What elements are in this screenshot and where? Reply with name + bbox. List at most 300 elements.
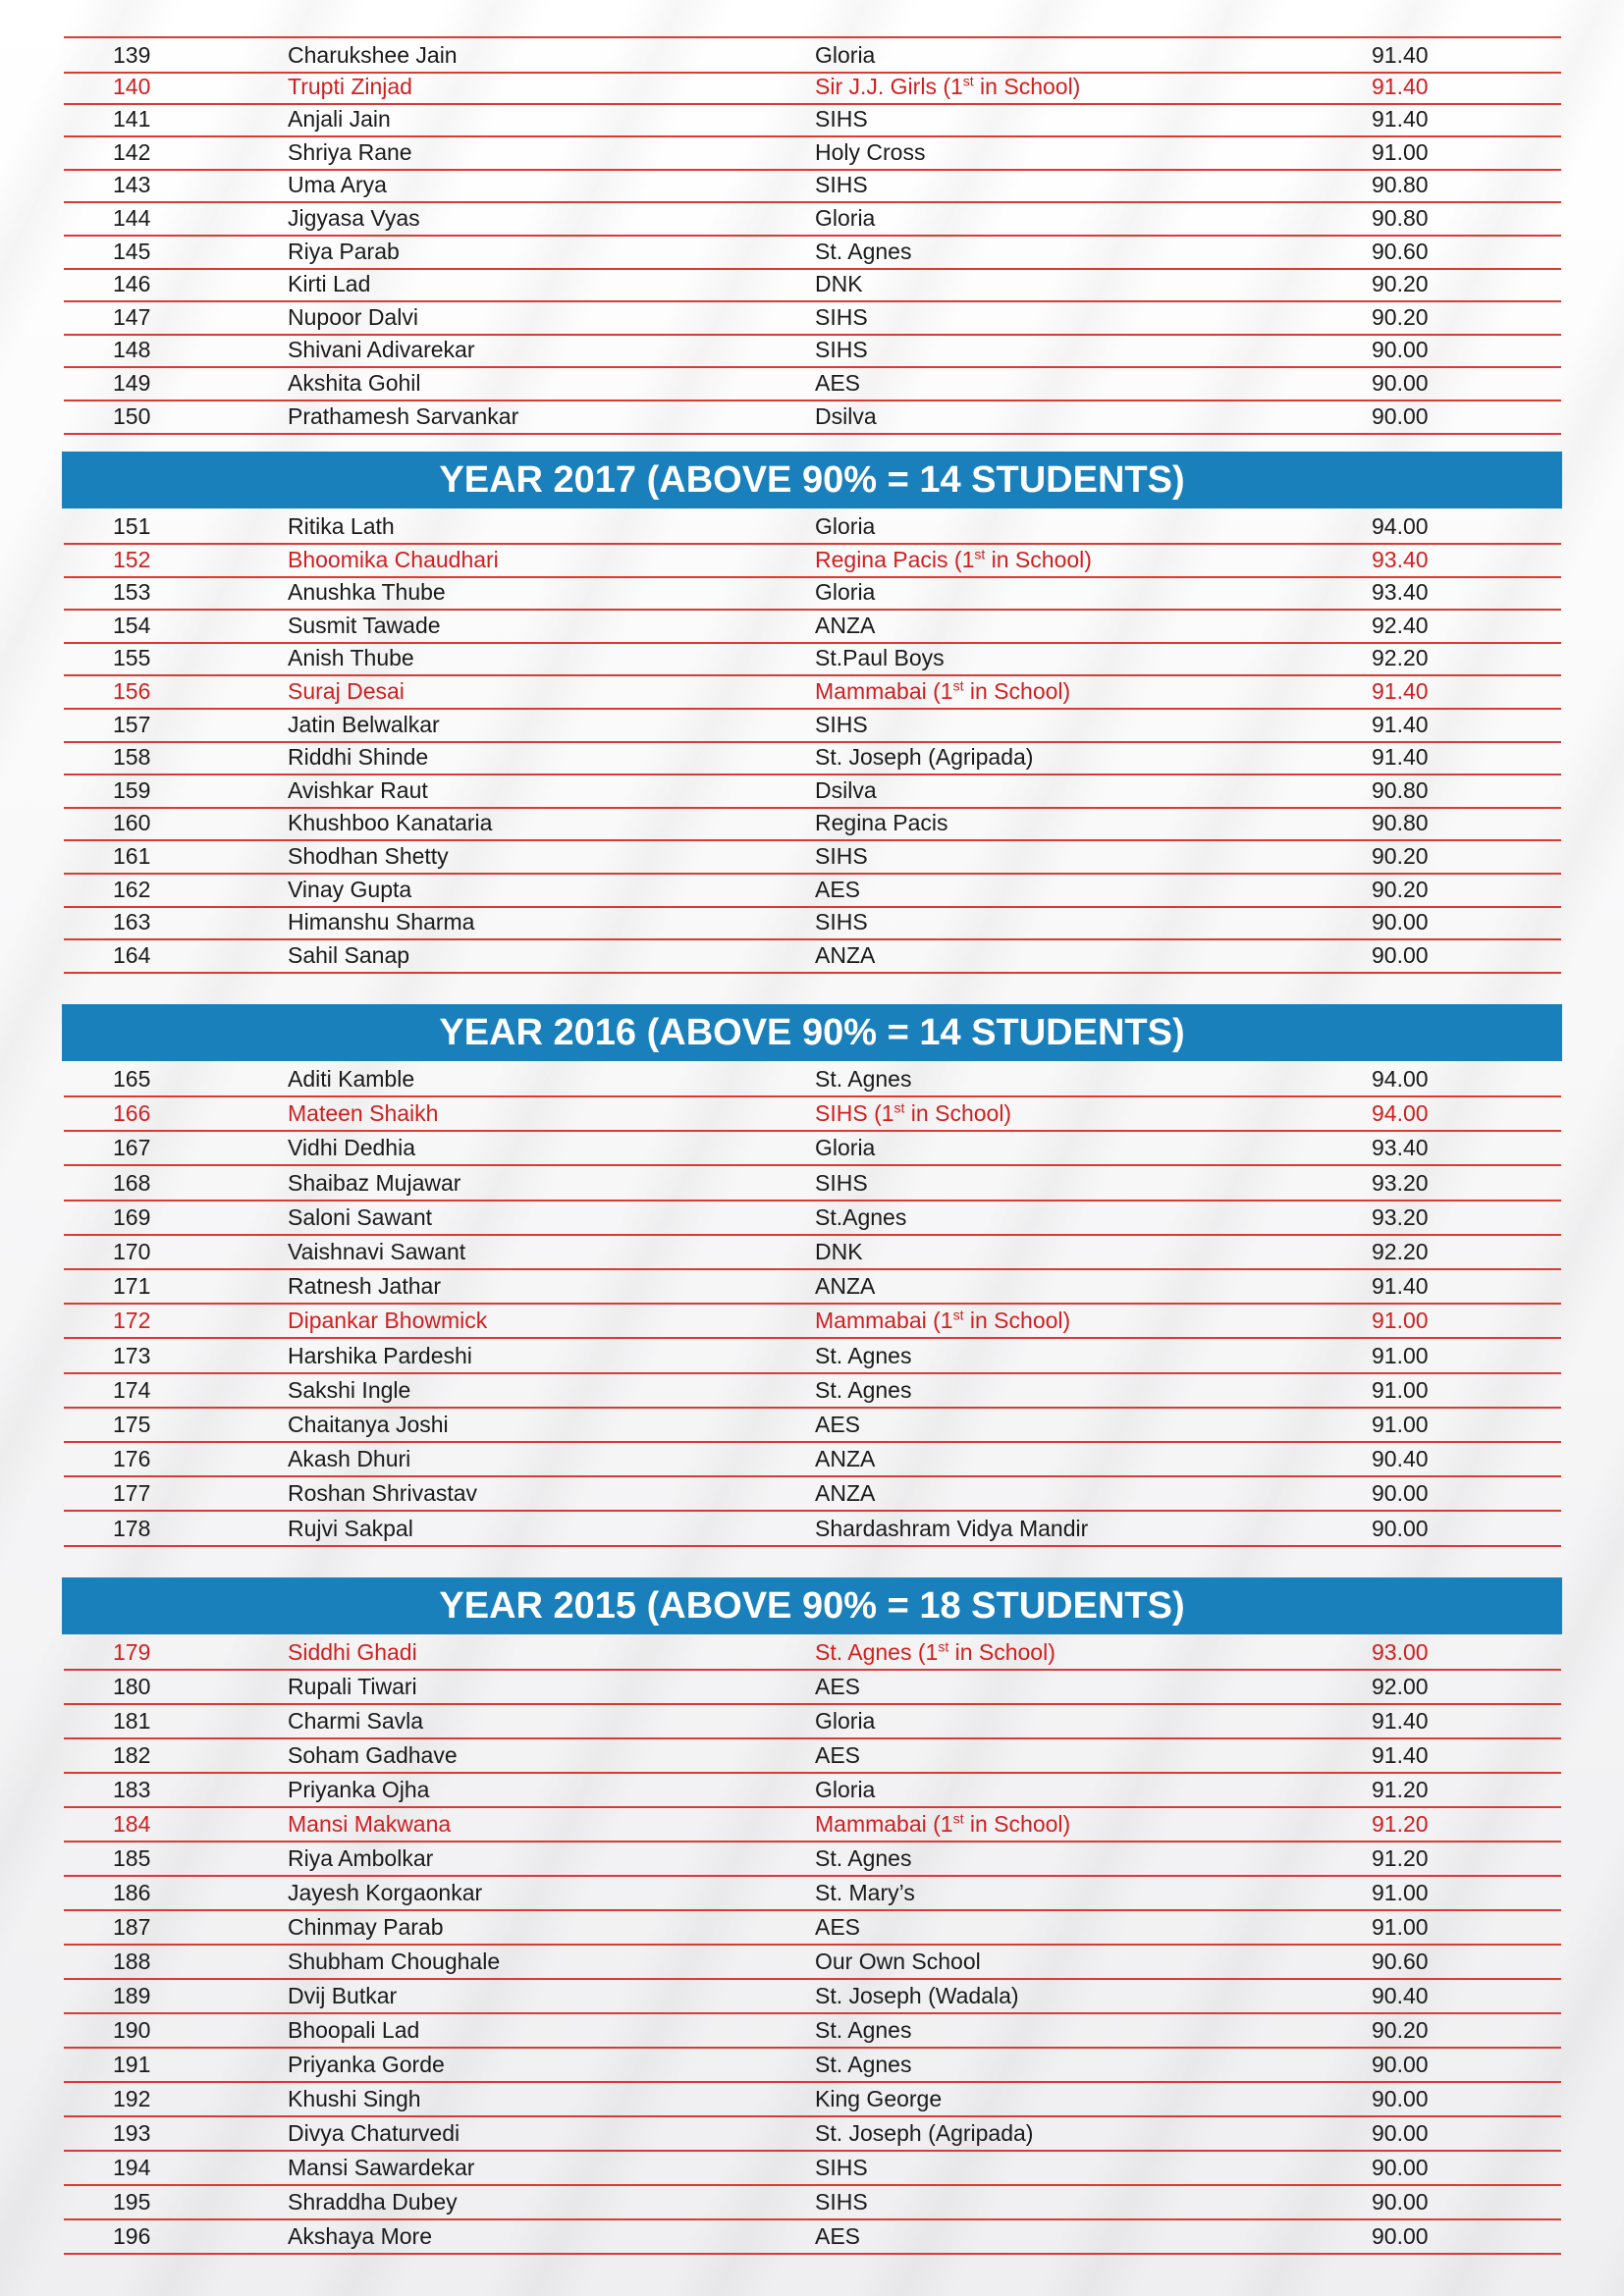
student-row-school-topper	[64, 543, 1561, 578]
school-label: St. Agnes	[815, 239, 912, 264]
student-row-school-topper	[64, 1096, 1561, 1132]
serial-number: 152	[113, 547, 151, 572]
school-name	[815, 1876, 915, 1909]
serial-number: 145	[113, 239, 151, 264]
serial-number: 168	[113, 1170, 151, 1196]
student-row	[64, 235, 1561, 270]
student-row-school-topper	[64, 1304, 1561, 1339]
student-name: Mansi Sawardekar	[288, 2155, 475, 2180]
student-row	[64, 2151, 1561, 2186]
student-row	[64, 575, 1561, 611]
school-name	[815, 509, 875, 543]
percentage: 92.20	[1372, 645, 1429, 670]
first-in-school-note: in School)	[985, 547, 1092, 572]
serial-number: 175	[113, 1412, 151, 1437]
school-label: Gloria	[815, 42, 876, 68]
school-name	[815, 2116, 1033, 2150]
student-row-school-topper	[64, 1635, 1561, 1671]
percentage: 93.40	[1372, 547, 1429, 572]
student-row	[64, 1876, 1561, 1911]
percentage: 94.00	[1372, 513, 1429, 539]
school-label: DNK	[815, 271, 863, 296]
school-name	[815, 1842, 911, 1875]
school-name	[815, 1408, 860, 1441]
school-label: Gloria	[815, 1777, 876, 1802]
student-row	[64, 1476, 1561, 1512]
serial-number: 188	[113, 1949, 151, 1974]
student-row	[64, 2082, 1561, 2117]
school-name	[815, 1166, 868, 1200]
serial-number: 171	[113, 1273, 151, 1299]
school-label: Gloria	[815, 1708, 876, 1734]
school-label: Dsilva	[815, 777, 877, 803]
serial-number: 194	[113, 2155, 151, 2180]
school-name	[815, 1807, 1070, 1841]
school-name	[815, 1201, 906, 1234]
student-name: Shraddha Dubey	[288, 2189, 458, 2215]
student-row	[64, 2116, 1561, 2152]
percentage: 90.20	[1372, 271, 1429, 296]
serial-number: 170	[113, 1239, 151, 1264]
student-name: Priyanka Gorde	[288, 2052, 445, 2077]
school-name	[815, 333, 868, 366]
student-name: Sakshi Ingle	[288, 1377, 411, 1403]
serial-number: 181	[113, 1708, 151, 1734]
school-name	[815, 1945, 981, 1978]
ordinal-suffix: st	[952, 677, 964, 694]
student-row	[64, 1339, 1561, 1374]
school-label: SIHS	[815, 1170, 868, 1196]
school-label: St. Agnes	[815, 1066, 912, 1092]
school-label: SIHS	[815, 304, 868, 330]
student-row	[64, 135, 1561, 171]
school-name	[815, 1670, 860, 1703]
serial-number: 189	[113, 1983, 151, 2008]
percentage: 93.20	[1372, 1170, 1429, 1196]
student-row	[64, 1062, 1561, 1097]
student-name: Susmit Tawade	[288, 613, 441, 638]
percentage: 90.00	[1372, 2120, 1429, 2146]
school-name	[815, 1304, 1070, 1337]
student-row	[64, 1738, 1561, 1774]
school-name	[815, 641, 945, 674]
serial-number: 142	[113, 139, 151, 165]
percentage: 90.20	[1372, 2017, 1429, 2043]
student-row	[64, 333, 1561, 368]
serial-number: 154	[113, 613, 151, 638]
ordinal-suffix: st	[938, 1638, 949, 1655]
percentage: 90.80	[1372, 777, 1429, 803]
percentage: 91.00	[1372, 1343, 1429, 1368]
school-name	[815, 1738, 860, 1772]
percentage: 90.60	[1372, 239, 1429, 264]
year-section-header: YEAR 2017 (ABOVE 90% = 14 STUDENTS)	[62, 452, 1562, 508]
student-row	[64, 1979, 1561, 2014]
serial-number: 140	[113, 74, 151, 99]
student-row	[64, 806, 1561, 841]
serial-number: 186	[113, 1880, 151, 1905]
percentage: 91.00	[1372, 139, 1429, 165]
first-in-school-note: in School)	[963, 678, 1071, 704]
school-name	[815, 839, 868, 873]
student-name: Harshika Pardeshi	[288, 1343, 472, 1368]
school-label: Gloria	[815, 513, 876, 539]
school-name	[815, 366, 860, 400]
school-label: Holy Cross	[815, 139, 926, 165]
percentage: 90.20	[1372, 877, 1429, 902]
student-name: Vinay Gupta	[288, 877, 412, 902]
student-name: Shubham Choughale	[288, 1949, 501, 1974]
school-name	[815, 2151, 868, 2184]
school-label: SIHS	[815, 172, 868, 197]
school-label: St.Agnes	[815, 1204, 907, 1230]
student-name: Riya Parab	[288, 239, 400, 264]
percentage: 90.00	[1372, 2086, 1429, 2111]
school-name	[815, 1476, 875, 1510]
percentage: 93.40	[1372, 579, 1429, 605]
first-in-school-note: in School)	[963, 1811, 1071, 1837]
percentage: 90.00	[1372, 2052, 1429, 2077]
serial-number: 139	[113, 42, 151, 68]
student-row	[64, 1442, 1561, 1477]
school-label: Mammabai (1	[815, 1308, 953, 1333]
student-row	[64, 1704, 1561, 1739]
school-label: St. Agnes	[815, 1343, 912, 1368]
serial-number: 172	[113, 1308, 151, 1333]
student-row	[64, 873, 1561, 908]
percentage: 90.20	[1372, 304, 1429, 330]
student-row	[64, 267, 1561, 302]
first-in-school-note: in School)	[973, 74, 1081, 99]
student-row	[64, 774, 1561, 809]
school-label: St. Joseph (Agripada)	[815, 2120, 1034, 2146]
student-row-school-topper	[64, 70, 1561, 105]
year-section-header: YEAR 2016 (ABOVE 90% = 14 STUDENTS)	[62, 1004, 1562, 1061]
student-name: Ratnesh Jathar	[288, 1273, 441, 1299]
student-name: Sahil Sanap	[288, 942, 410, 968]
school-label: Gloria	[815, 1135, 876, 1160]
student-row	[64, 201, 1561, 237]
school-label: St.Paul Boys	[815, 645, 945, 670]
school-label: St. Agnes	[815, 2017, 912, 2043]
percentage: 91.40	[1372, 74, 1429, 99]
school-name	[815, 1062, 911, 1095]
student-row	[64, 509, 1561, 545]
percentage: 91.40	[1372, 1273, 1429, 1299]
student-name: Anjali Jain	[288, 106, 391, 132]
serial-number: 159	[113, 777, 151, 803]
school-label: ANZA	[815, 1446, 876, 1471]
student-name: Kirti Lad	[288, 271, 371, 296]
student-name: Shodhan Shetty	[288, 843, 449, 869]
student-row	[64, 366, 1561, 401]
student-name: Chaitanya Joshi	[288, 1412, 449, 1437]
student-row	[64, 1166, 1561, 1201]
student-row	[64, 1373, 1561, 1409]
student-name: Charukshee Jain	[288, 42, 458, 68]
student-name: Jigyasa Vyas	[288, 205, 420, 231]
school-name	[815, 2219, 860, 2253]
serial-number: 169	[113, 1204, 151, 1230]
serial-number: 179	[113, 1639, 151, 1665]
student-row-school-topper	[64, 674, 1561, 710]
serial-number: 156	[113, 678, 151, 704]
student-name: Akash Dhuri	[288, 1446, 411, 1471]
percentage: 90.40	[1372, 1446, 1429, 1471]
school-label: AES	[815, 1674, 861, 1699]
student-name: Priyanka Ojha	[288, 1777, 430, 1802]
serial-number: 177	[113, 1480, 151, 1506]
school-label: SIHS	[815, 843, 868, 869]
school-name	[815, 1979, 1019, 2012]
student-name: Shriya Rane	[288, 139, 412, 165]
school-label: AES	[815, 1914, 861, 1940]
student-row	[64, 1131, 1561, 1166]
school-label: SIHS	[815, 2189, 868, 2215]
serial-number: 167	[113, 1135, 151, 1160]
school-name	[815, 102, 868, 135]
school-label: ANZA	[815, 1480, 876, 1506]
student-name: Avishkar Raut	[288, 777, 428, 803]
percentage: 90.00	[1372, 942, 1429, 968]
school-label: DNK	[815, 1239, 863, 1264]
serial-number: 153	[113, 579, 151, 605]
student-name: Khushboo Kanataria	[288, 810, 493, 835]
school-label: Gloria	[815, 205, 876, 231]
school-name	[815, 1442, 875, 1475]
student-row	[64, 36, 1561, 74]
school-label: SIHS	[815, 106, 868, 132]
student-name: Mateen Shaikh	[288, 1100, 439, 1126]
serial-number: 163	[113, 909, 151, 934]
serial-number: 193	[113, 2120, 151, 2146]
student-row	[64, 938, 1561, 974]
student-row	[64, 609, 1561, 644]
student-row	[64, 1408, 1561, 1443]
student-row	[64, 2013, 1561, 2049]
percentage: 91.20	[1372, 1777, 1429, 1802]
school-label: AES	[815, 2223, 861, 2249]
student-name: Uma Arya	[288, 172, 387, 197]
percentage: 90.00	[1372, 1516, 1429, 1541]
school-label: SIHS	[815, 2155, 868, 2180]
school-label: SIHS	[815, 712, 868, 737]
serial-number: 190	[113, 2017, 151, 2043]
serial-number: 182	[113, 1742, 151, 1768]
school-label: ANZA	[815, 613, 876, 638]
serial-number: 146	[113, 271, 151, 296]
student-name: Dvij Butkar	[288, 1983, 398, 2008]
serial-number: 161	[113, 843, 151, 869]
school-label: ANZA	[815, 1273, 876, 1299]
student-row	[64, 708, 1561, 743]
student-name: Bhoopali Lad	[288, 2017, 420, 2043]
school-label: Regina Pacis (1	[815, 547, 975, 572]
student-row	[64, 300, 1561, 336]
school-label: SIHS (1	[815, 1100, 894, 1126]
first-in-school-note: in School)	[948, 1639, 1056, 1665]
school-name	[815, 267, 863, 300]
percentage: 91.20	[1372, 1811, 1429, 1837]
student-name: Chinmay Parab	[288, 1914, 444, 1940]
school-name	[815, 609, 875, 642]
student-name: Charmi Savla	[288, 1708, 424, 1734]
serial-number: 149	[113, 370, 151, 396]
serial-number: 192	[113, 2086, 151, 2111]
student-row	[64, 102, 1561, 137]
percentage: 91.40	[1372, 678, 1429, 704]
school-label: SIHS	[815, 337, 868, 362]
percentage: 91.20	[1372, 1845, 1429, 1871]
percentage: 93.40	[1372, 1135, 1429, 1160]
student-row	[64, 2219, 1561, 2255]
student-row	[64, 1201, 1561, 1236]
student-name: Trupti Zinjad	[288, 74, 412, 99]
school-name	[815, 806, 948, 839]
school-name	[815, 1704, 875, 1737]
serial-number: 148	[113, 337, 151, 362]
percentage: 90.00	[1372, 2155, 1429, 2180]
student-row	[64, 641, 1561, 676]
ordinal-suffix: st	[974, 546, 986, 562]
student-row	[64, 905, 1561, 940]
percentage: 90.00	[1372, 337, 1429, 362]
student-name: Suraj Desai	[288, 678, 405, 704]
school-label: Gloria	[815, 579, 876, 605]
percentage: 94.00	[1372, 1066, 1429, 1092]
school-label: King George	[815, 2086, 943, 2111]
student-name: Dipankar Bhowmick	[288, 1308, 488, 1333]
student-name: Bhoomika Chaudhari	[288, 547, 499, 572]
serial-number: 196	[113, 2223, 151, 2249]
percentage: 90.80	[1372, 172, 1429, 197]
student-name: Aditi Kamble	[288, 1066, 415, 1092]
school-name	[815, 400, 877, 433]
serial-number: 173	[113, 1343, 151, 1368]
student-name: Anish Thube	[288, 645, 414, 670]
percentage: 91.40	[1372, 1708, 1429, 1734]
percentage: 90.40	[1372, 1983, 1429, 2008]
student-name: Vidhi Dedhia	[288, 1135, 416, 1160]
student-name: Jayesh Korgaonkar	[288, 1880, 483, 1905]
percentage: 91.40	[1372, 744, 1429, 770]
school-name	[815, 1373, 911, 1407]
serial-number: 155	[113, 645, 151, 670]
school-label: Dsilva	[815, 403, 877, 429]
student-name: Riddhi Shinde	[288, 744, 429, 770]
student-row	[64, 740, 1561, 775]
student-name: Shivani Adivarekar	[288, 337, 475, 362]
percentage: 90.80	[1372, 205, 1429, 231]
student-name: Khushi Singh	[288, 2086, 421, 2111]
school-name	[815, 1910, 860, 1944]
serial-number: 162	[113, 877, 151, 902]
percentage: 91.00	[1372, 1914, 1429, 1940]
student-name: Rujvi Sakpal	[288, 1516, 413, 1541]
ordinal-suffix: st	[962, 73, 974, 89]
student-name: Shaibaz Mujawar	[288, 1170, 461, 1196]
student-row	[64, 2185, 1561, 2220]
school-label: AES	[815, 1742, 861, 1768]
serial-number: 144	[113, 205, 151, 231]
percentage: 91.40	[1372, 712, 1429, 737]
serial-number: 166	[113, 1100, 151, 1126]
student-name: Soham Gadhave	[288, 1742, 458, 1768]
student-row	[64, 1235, 1561, 1270]
serial-number: 157	[113, 712, 151, 737]
percentage: 91.00	[1372, 1308, 1429, 1333]
percentage: 90.20	[1372, 843, 1429, 869]
student-row	[64, 839, 1561, 875]
school-name	[815, 774, 877, 807]
percentage: 92.00	[1372, 1674, 1429, 1699]
school-label: Mammabai (1	[815, 678, 953, 704]
school-name	[815, 70, 1080, 103]
percentage: 90.80	[1372, 810, 1429, 835]
percentage: 91.00	[1372, 1377, 1429, 1403]
school-name	[815, 201, 875, 235]
year-section-header: YEAR 2015 (ABOVE 90% = 18 STUDENTS)	[62, 1577, 1562, 1634]
student-row	[64, 1512, 1561, 1547]
student-name: Prathamesh Sarvankar	[288, 403, 519, 429]
student-name: Roshan Shrivastav	[288, 1480, 478, 1506]
serial-number: 165	[113, 1066, 151, 1092]
ordinal-suffix: st	[952, 1810, 964, 1827]
student-row	[64, 400, 1561, 435]
student-row	[64, 168, 1561, 203]
first-in-school-note: in School)	[963, 1308, 1071, 1333]
school-label: Mammabai (1	[815, 1811, 953, 1837]
school-label: St. Joseph (Wadala)	[815, 1983, 1019, 2008]
school-label: St. Agnes	[815, 1845, 912, 1871]
serial-number: 191	[113, 2052, 151, 2077]
school-name	[815, 2082, 942, 2115]
student-name: Vaishnavi Sawant	[288, 1239, 466, 1264]
school-name	[815, 168, 868, 201]
school-label: ANZA	[815, 942, 876, 968]
school-label: Shardashram Vidya Mandir	[815, 1516, 1089, 1541]
student-row	[64, 1773, 1561, 1808]
percentage: 93.20	[1372, 1204, 1429, 1230]
school-name	[815, 2048, 911, 2081]
percentage: 93.00	[1372, 1639, 1429, 1665]
school-name	[815, 1131, 875, 1164]
student-row	[64, 1945, 1561, 1980]
school-label: St. Mary’s	[815, 1880, 915, 1905]
serial-number: 185	[113, 1845, 151, 1871]
school-name	[815, 1269, 875, 1303]
school-name	[815, 708, 868, 741]
school-label: St. Agnes	[815, 1377, 912, 1403]
percentage: 91.00	[1372, 1412, 1429, 1437]
school-label: AES	[815, 877, 861, 902]
student-name: Akshaya More	[288, 2223, 433, 2249]
serial-number: 176	[113, 1446, 151, 1471]
serial-number: 195	[113, 2189, 151, 2215]
student-row	[64, 1842, 1561, 1877]
student-name: Himanshu Sharma	[288, 909, 475, 934]
school-name	[815, 2185, 868, 2218]
school-label: Our Own School	[815, 1949, 981, 1974]
percentage: 91.40	[1372, 42, 1429, 68]
school-label: St. Agnes	[815, 2052, 912, 2077]
serial-number: 141	[113, 106, 151, 132]
student-row	[64, 1269, 1561, 1305]
percentage: 91.40	[1372, 1742, 1429, 1768]
school-name	[815, 674, 1070, 708]
percentage: 90.00	[1372, 2223, 1429, 2249]
student-name: Siddhi Ghadi	[288, 1639, 417, 1665]
